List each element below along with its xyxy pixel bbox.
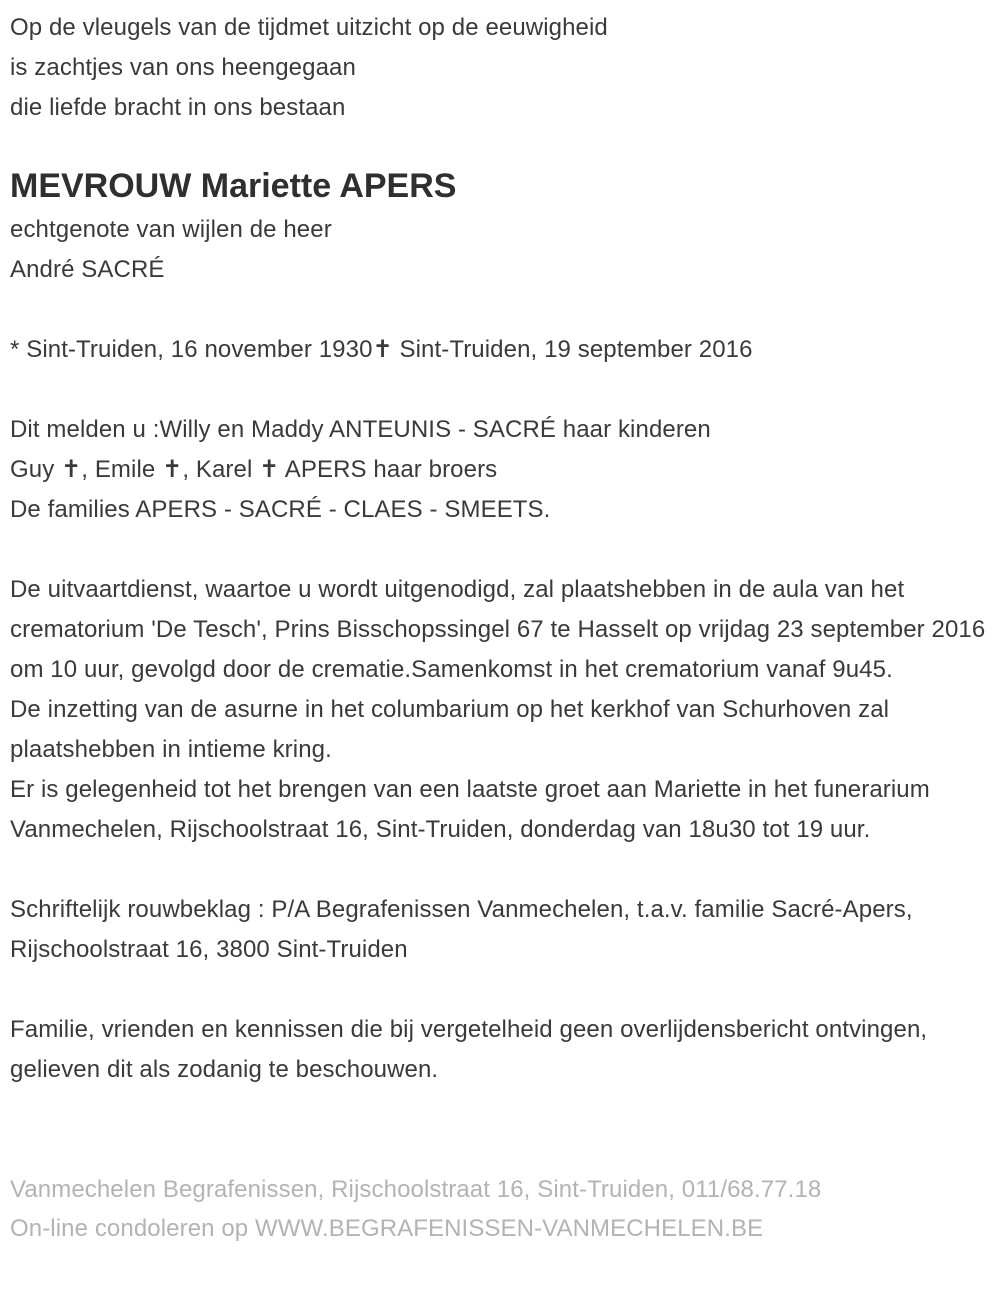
verse-line-1: Op de vleugels van de tijdmet uitzicht op de eeuwigheid [10,14,608,41]
ceremony-block [10,570,990,850]
relation-block [10,210,990,290]
spacer [10,850,990,890]
spouse-name: André SACRÉ [10,256,165,283]
spacer [10,290,990,330]
family-line-children: Dit melden u :Willy en Maddy ANTEUNIS - SACRÉ haar kinderen [10,416,711,443]
written-condolence-paragraph: Schriftelijk rouwbeklag : P/A Begrafenissen Vanmechelen, t.a.v. familie Sacré-Apers, Rijschoolstraat 16, 3800 Sint-Truiden [10,896,913,963]
last-greeting-paragraph: Er is gelegenheid tot het brengen van een laatste groet aan Mariette in het funerarium Vanmechelen, Rijschoolstraat 16, Sint-Truiden, donderdag van 18u30 tot 19 uur. [10,776,930,843]
apology-notice-paragraph: Familie, vrienden en kennissen die bij vergetelheid geen overlijdensbericht ontvingen, gelieven dit als zodanig te beschouwen. [10,1016,928,1083]
relation-line: echtgenote van wijlen de heer [10,216,332,243]
verse-line-2: is zachtjes van ons heengegaan [10,54,356,81]
spacer [10,1130,990,1170]
birth-death-dates: * Sint-Truiden, 16 november 1930✝ Sint-Truiden, 19 september 2016 [10,336,753,363]
spacer [10,1090,990,1130]
deceased-name: MEVROUW Mariette APERS [10,167,457,205]
undertaker-footer [10,1170,990,1248]
spacer [10,970,990,1010]
family-line-brothers: Guy ✝, Emile ✝, Karel ✝ APERS haar broers [10,456,498,483]
spacer [10,370,990,410]
memorial-verse [10,8,990,128]
verse-line-3: die liefde bracht in ons bestaan [10,94,346,121]
funeral-service-paragraph: De uitvaartdienst, waartoe u wordt uitgenodigd, zal plaatshebben in de aula van het crematorium 'De Tesch', Prins Bisschopssingel 67 te Hasselt op vrijdag 23 september 2016 om 10 uur, gevolgd door de crematie.Samenkomst in het crematorium vanaf 9u45. [10,576,986,683]
spacer [10,530,990,570]
undertaker-contact-line: Vanmechelen Begrafenissen, Rijschoolstraat 16, Sint-Truiden, 011/68.77.18 [10,1176,822,1203]
family-line-families: De families APERS - SACRÉ - CLAES - SMEETS. [10,496,551,523]
family-block [10,410,990,530]
online-condolence-line: On-line condoleren op WWW.BEGRAFENISSEN-VANMECHELEN.BE [10,1215,764,1242]
columbarium-paragraph: De inzetting van de asurne in het columbarium op het kerkhof van Schurhoven zal plaatshebben in intieme kring. [10,696,890,763]
